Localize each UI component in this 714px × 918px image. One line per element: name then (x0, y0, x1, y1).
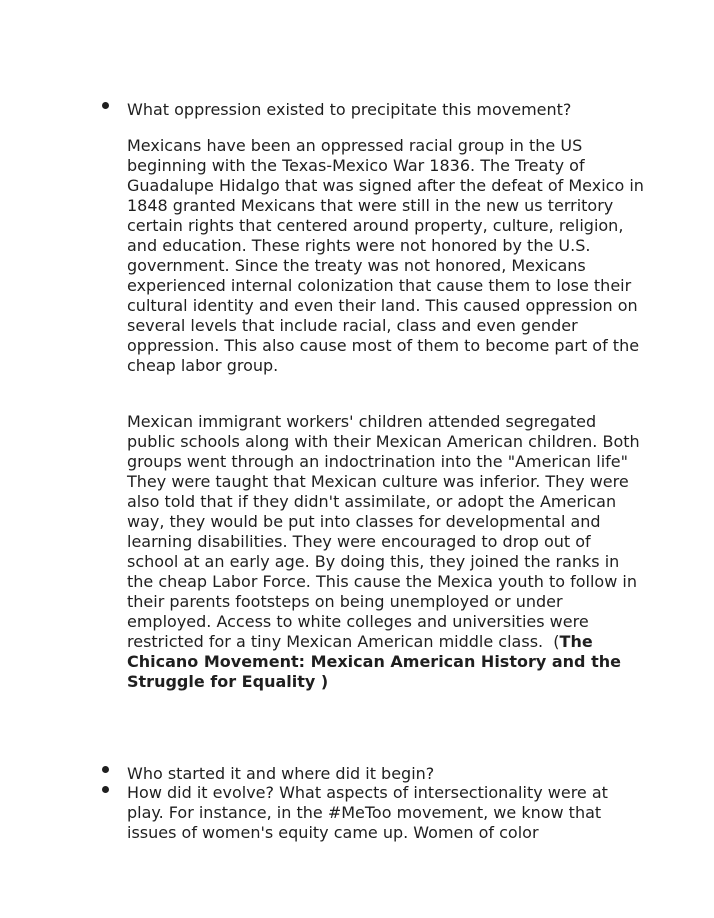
question-evolution: How did it evolve? What aspects of intersectionality were at play. For instance, in the #MeToo movement, we know that issues of women's equity came up. Women of color (127, 783, 608, 842)
question-origin: Who started it and where did it begin? (127, 764, 435, 783)
citation-title: The Chicano Movement: Mexican American History and the Struggle for Equality ) (127, 632, 621, 691)
bullet-marker (102, 102, 109, 109)
answer-paragraph-2-text: Mexican immigrant workers' children attended segregated public schools along with their Mexican American children. Both groups went through an indoctrination into the "American life" They were taught that Mexican culture was inferior. They were also told that if they didn't assimilate, or adopt the American way, they would be put into classes for developmental and learning disabilities. They were encouraged to drop out of school at an early age. By doing this, they joined the ranks in the cheap Labor Force. This cause the Mexica youth to follow in their parents footsteps on being unemployed or under employed. Access to white colleges and universities were restricted for a tiny Mexican American middle class. (127, 412, 640, 651)
answer-paragraph-1: Mexicans have been an oppressed racial group in the US beginning with the Texas-Mexico War 1836. The Treaty of Guadalupe Hidalgo that was signed after the defeat of Mexico in 1848 granted Mexicans that were still in the new us territory certain rights that centered around property, culture, religion, and education. These rights were not honored by the U.S. government. Since the treaty was not honored, Mexicans experienced internal colonization that cause them to lose their cultural identity and even their land. This caused oppression on several levels that include racial, class and even gender oppression. This also cause most of them to become part of the cheap labor group. (127, 136, 644, 375)
bullet-marker (102, 786, 109, 793)
bullet-marker (102, 766, 109, 773)
citation-open: ( (543, 632, 560, 651)
question-oppression: What oppression existed to precipitate this movement? (127, 100, 572, 119)
answer-paragraph-2 (127, 412, 647, 692)
